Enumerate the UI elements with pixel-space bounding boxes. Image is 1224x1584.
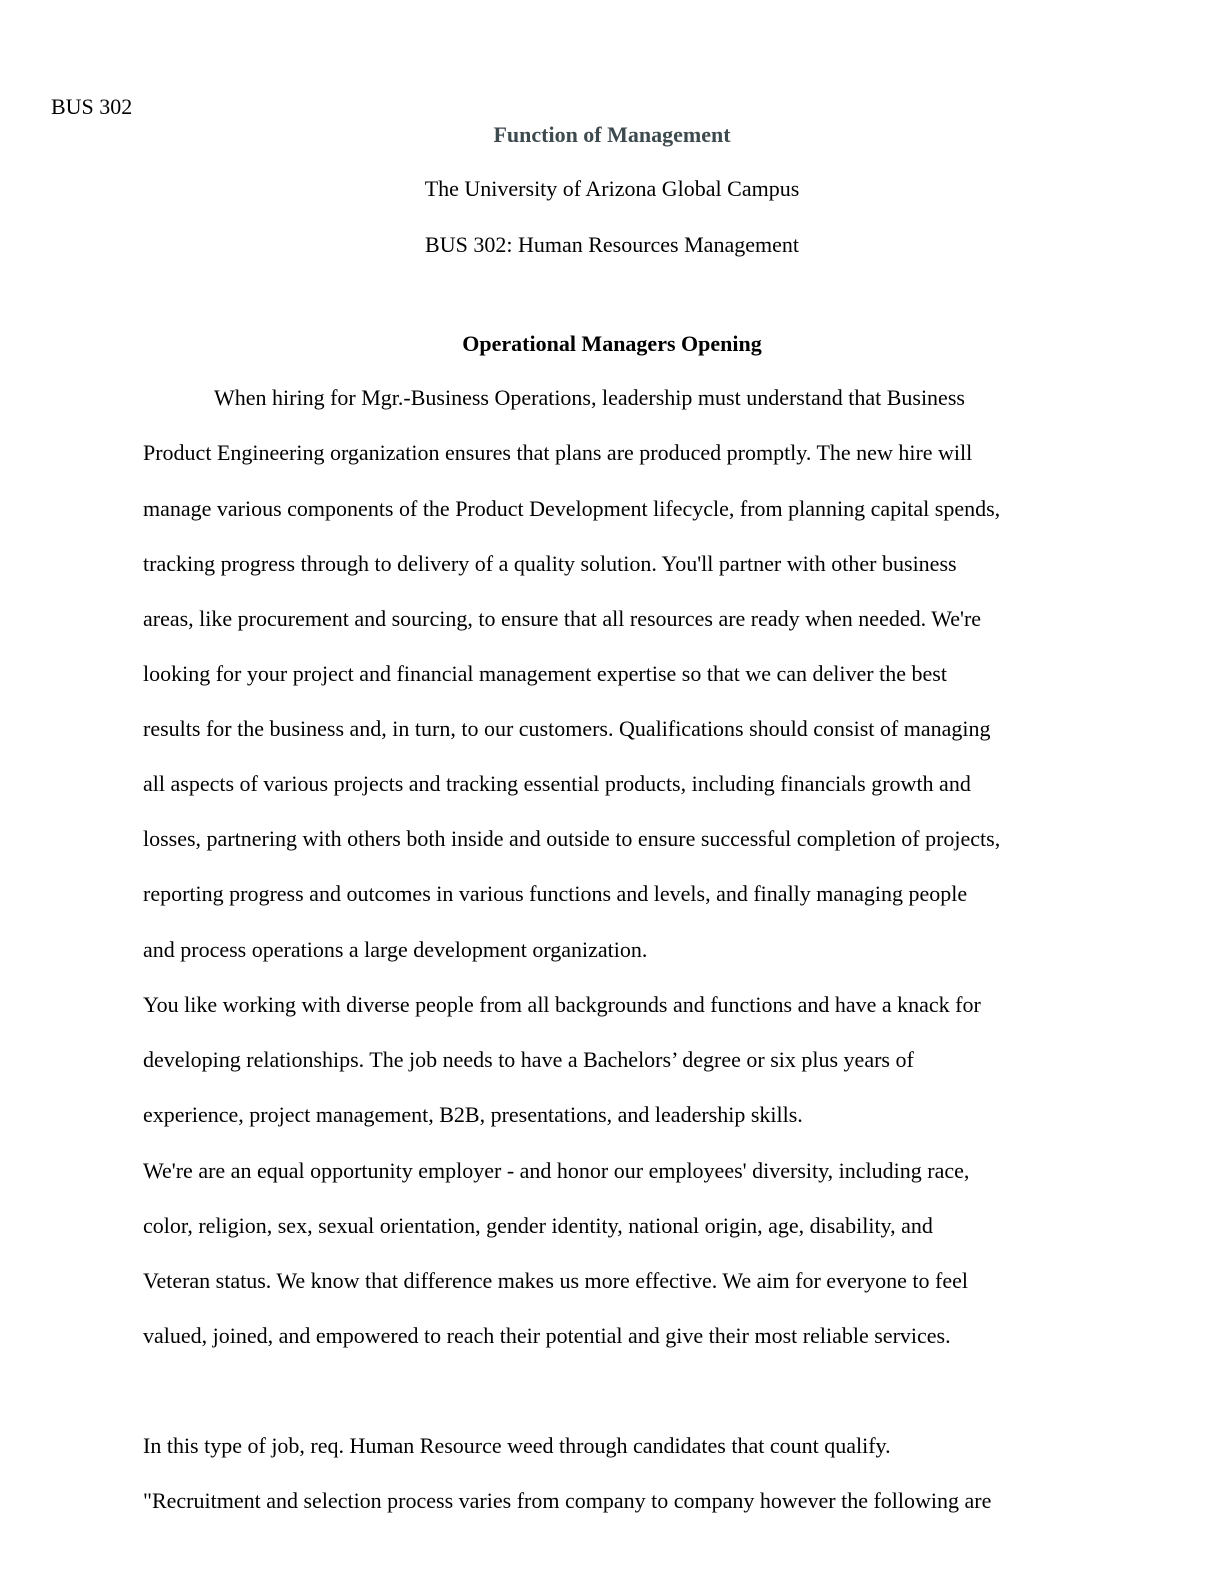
body-line: color, religion, sex, sexual orientation, gender identity, national origin, age, disability, and	[143, 1213, 933, 1238]
body-line: and process operations a large development organization.	[143, 937, 648, 962]
body-line: reporting progress and outcomes in various functions and levels, and finally managing people	[143, 881, 968, 906]
body-line: results for the business and, in turn, to our customers. Qualifications should consist of managing	[143, 716, 991, 741]
body-line: developing relationships. The job needs to have a Bachelors’ degree or six plus years of	[143, 1047, 914, 1072]
body-line: tracking progress through to delivery of a quality solution. You'll partner with other business	[143, 551, 957, 576]
section-heading: Operational Managers Opening	[462, 331, 762, 356]
body-line: looking for your project and financial management expertise so that we can deliver the best	[143, 661, 947, 686]
body-line: losses, partnering with others both inside and outside to ensure successful completion of projects,	[143, 826, 1001, 851]
body-line: valued, joined, and empowered to reach their potential and give their most reliable services.	[143, 1323, 951, 1348]
course-name: BUS 302: Human Resources Management	[425, 232, 799, 257]
body-line: manage various components of the Product Development lifecycle, from planning capital spends,	[143, 496, 1001, 521]
body-line: When hiring for Mgr.-Business Operations, leadership must understand that Business	[214, 385, 965, 410]
body-line: experience, project management, B2B, presentations, and leadership skills.	[143, 1102, 803, 1127]
body-line: "Recruitment and selection process varies from company to company however the following are	[143, 1488, 992, 1513]
document-title: Function of Management	[493, 122, 731, 147]
body-line: Product Engineering organization ensures that plans are produced promptly. The new hire will	[143, 440, 973, 465]
body-line: You like working with diverse people from all backgrounds and functions and have a knack for	[143, 992, 981, 1017]
body-line: Veteran status. We know that difference makes us more effective. We aim for everyone to feel	[143, 1268, 969, 1293]
body-line: areas, like procurement and sourcing, to ensure that all resources are ready when needed. We're	[143, 606, 982, 631]
body-line: all aspects of various projects and tracking essential products, including financials growth and	[143, 771, 971, 796]
institution-name: The University of Arizona Global Campus	[424, 176, 800, 201]
body-line: In this type of job, req. Human Resource weed through candidates that count qualify.	[143, 1433, 891, 1458]
running-head: BUS 302	[51, 94, 133, 119]
body-line: We're are an equal opportunity employer - and honor our employees' diversity, including race,	[143, 1158, 970, 1183]
